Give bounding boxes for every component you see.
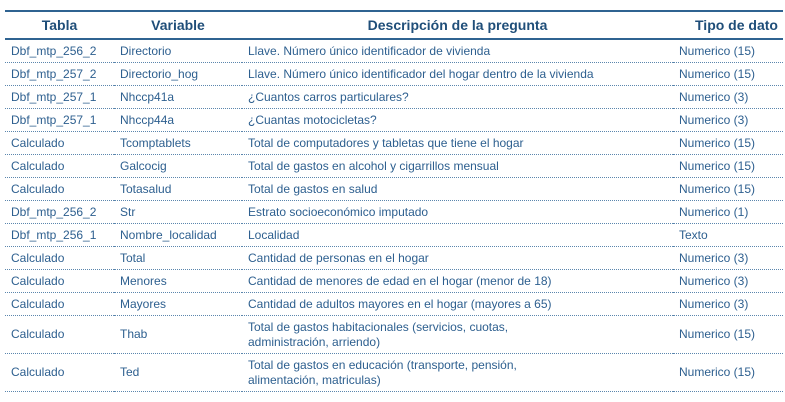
cell-tipo: Numerico (15) [673,63,783,86]
cell-tipo: Numerico (15) [673,155,783,178]
table-row [5,86,783,109]
header-tipo-de-dato: Tipo de dato [673,11,783,39]
cell-descripcion: Cantidad de adultos mayores en el hogar (mayores a 65) [242,293,673,316]
cell-variable: Nombre_localidad [114,224,242,247]
cell-variable: Ted [114,354,242,392]
cell-variable: Galcocig [114,155,242,178]
table-row [5,224,783,247]
cell-descripcion: Total de gastos en salud [242,178,673,201]
table-row [5,63,783,86]
header-variable: Variable [114,11,242,39]
cell-tabla: Calculado [5,354,114,392]
cell-tipo: Numerico (15) [673,39,783,63]
table-row [5,39,783,63]
cell-tabla: Calculado [5,293,114,316]
table-row [5,132,783,155]
cell-tipo: Numerico (15) [673,354,783,392]
header-descripcion: Descripción de la pregunta [242,11,673,39]
descripcion-line-2: administración, arriendo) [248,334,381,349]
table-row [5,178,783,201]
cell-tabla: Calculado [5,316,114,354]
cell-tipo: Numerico (1) [673,201,783,224]
cell-descripcion: Cantidad de personas en el hogar [242,247,673,270]
table-row [5,247,783,270]
cell-descripcion: Llave. Número único identificador de vivienda [242,39,673,63]
cell-descripcion: ¿Cuantas motocicletas? [242,109,673,132]
cell-variable: Nhccp41a [114,86,242,109]
descripcion-line-2: alimentación, matriculas) [248,372,381,387]
cell-variable: Totasalud [114,178,242,201]
cell-tabla: Dbf_mtp_257_1 [5,86,114,109]
table-row [5,270,783,293]
cell-tabla: Calculado [5,132,114,155]
cell-tabla: Calculado [5,247,114,270]
cell-descripcion: Total de computadores y tabletas que tiene el hogar [242,132,673,155]
table-header-row [5,11,783,39]
cell-variable: Directorio [114,39,242,63]
cell-variable: Directorio_hog [114,63,242,86]
cell-tabla: Dbf_mtp_256_2 [5,201,114,224]
cell-tabla: Calculado [5,155,114,178]
table-row [5,354,783,392]
cell-descripcion: Llave. Número único identificador del hogar dentro de la vivienda [242,63,673,86]
cell-tipo: Numerico (15) [673,132,783,155]
cell-tabla: Calculado [5,178,114,201]
cell-descripcion: Localidad [242,224,673,247]
header-tabla: Tabla [5,11,114,39]
cell-variable: Total [114,247,242,270]
cell-variable: Tcomptablets [114,132,242,155]
cell-descripcion: Cantidad de menores de edad en el hogar (menor de 18) [242,270,673,293]
cell-tabla: Dbf_mtp_257_1 [5,109,114,132]
table-row [5,201,783,224]
cell-descripcion: ¿Cuantos carros particulares? [242,86,673,109]
variables-table [5,10,783,392]
cell-tabla: Dbf_mtp_256_1 [5,224,114,247]
cell-tabla: Dbf_mtp_257_2 [5,63,114,86]
cell-tipo: Texto [673,224,783,247]
cell-variable: Nhccp44a [114,109,242,132]
cell-tipo: Numerico (15) [673,178,783,201]
cell-descripcion [242,316,673,354]
cell-descripcion: Estrato socioeconómico imputado [242,201,673,224]
descripcion-line-1: Total de gastos habitacionales (servicios, cuotas, [248,319,509,334]
cell-tipo: Numerico (3) [673,109,783,132]
cell-tipo: Numerico (3) [673,86,783,109]
cell-tipo: Numerico (3) [673,270,783,293]
cell-variable: Menores [114,270,242,293]
cell-tabla: Dbf_mtp_256_2 [5,39,114,63]
variables-table-container [5,10,783,392]
cell-descripcion: Total de gastos en alcohol y cigarrillos mensual [242,155,673,178]
cell-variable: Mayores [114,293,242,316]
descripcion-line-1: Total de gastos en educación (transporte, pensión, [248,357,517,372]
cell-variable: Str [114,201,242,224]
table-row [5,293,783,316]
cell-tabla: Calculado [5,270,114,293]
table-row [5,109,783,132]
cell-tipo: Numerico (3) [673,247,783,270]
cell-descripcion [242,354,673,392]
table-row [5,155,783,178]
cell-variable: Thab [114,316,242,354]
cell-tipo: Numerico (15) [673,316,783,354]
table-row [5,316,783,354]
cell-tipo: Numerico (3) [673,293,783,316]
